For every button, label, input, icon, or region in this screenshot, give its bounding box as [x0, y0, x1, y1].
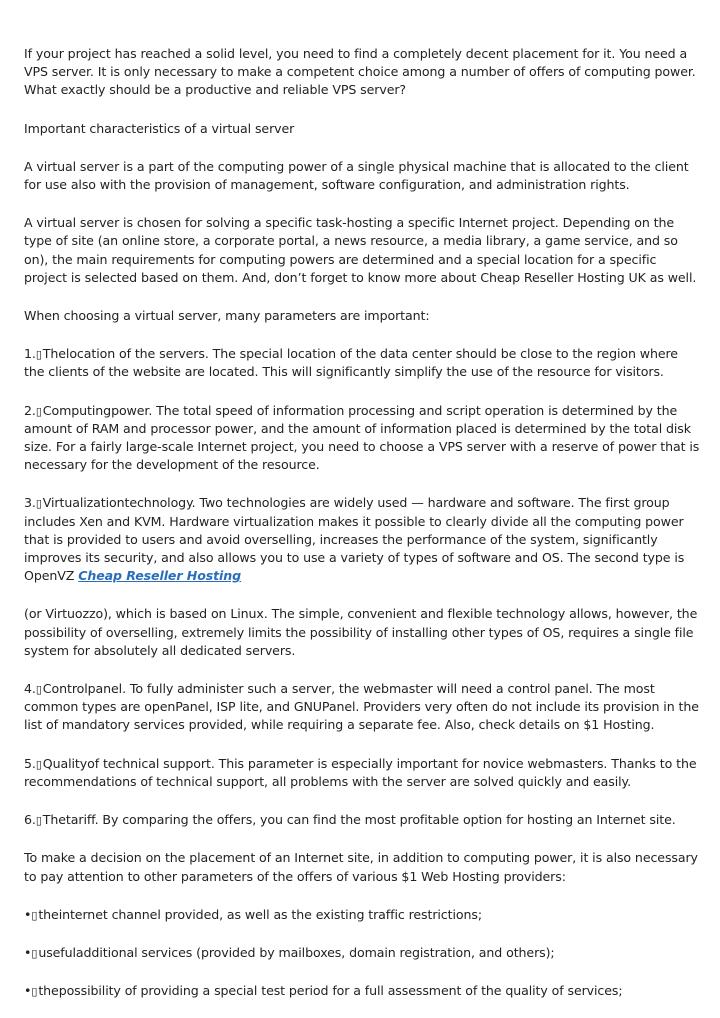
list-number: 2. [24, 402, 36, 418]
section-heading: Important characteristics of a virtual server [24, 120, 295, 136]
list-item-computing-power [24, 402, 700, 475]
article-body [24, 45, 700, 1000]
missing-glyph-icon: ▯ [35, 348, 42, 362]
missing-glyph-icon: ▯ [35, 683, 42, 697]
missing-glyph-icon: ▯ [35, 814, 42, 828]
missing-glyph-icon: ▯ [35, 757, 42, 771]
bullet-item-additional-services [24, 944, 700, 962]
intro-paragraph: If your project has reached a solid level, you need to find a completely decent placement for it. You need a VPS server. It is only necessary to make a competent choice among a number of offers of computing power. What exactly should be a productive and reliable VPS server? [24, 46, 696, 98]
bullet-icon: • [24, 983, 32, 999]
list-text: tariff. By comparing the offers, you can find the most profitable option for hosting an Internet site. [65, 812, 676, 828]
bullet-lead-word: the [38, 983, 59, 999]
parameters-intro-paragraph: When choosing a virtual server, many parameters are important: [24, 308, 430, 324]
list-number: 6. [24, 812, 36, 828]
list-item-virtualization [24, 494, 700, 585]
list-text: panel. To fully administer such a server, the webmaster will need a control panel. The most common types are openPanel, ISP lite, and GNUPanel. Providers very often do not include its provision in the list of mandatory services provided, while requiring a separate fee. Also, check details on $1 Hosting. [24, 681, 699, 733]
bullet-text: internet channel provided, as well as the existing traffic restrictions; [58, 906, 482, 922]
choice-paragraph: A virtual server is chosen for solving a specific task-hosting a specific Internet project. Depending on the type of site (an online store, a corporate portal, a news resource, a media library, a game service, and so on), the main requirements for computing powers are determined and a special location for a specific project is selected based on them. And, don’t forget to know more about Cheap Reseller Hosting UK as well. [24, 215, 697, 285]
cheap-reseller-hosting-link[interactable]: Cheap Reseller Hosting [78, 568, 242, 584]
missing-glyph-icon: ▯ [31, 908, 38, 922]
bullet-text: additional services (provided by mailboxes, domain registration, and others); [75, 944, 555, 960]
missing-glyph-icon: ▯ [31, 946, 38, 960]
decision-paragraph: To make a decision on the placement of an Internet site, in addition to computing power, it is also necessary to pay attention to other parameters of the offers of various $1 Web Hosting providers: [24, 850, 698, 884]
list-item-support-quality [24, 755, 700, 791]
openvz-paragraph: (or Virtuozzo), which is based on Linux. The simple, convenient and flexible technology allows, however, the possibility of overselling, extremely limits the possibility of installing other types of OS, requires a single file system for absolutely all dedicated servers. [24, 606, 698, 658]
list-text: of technical support. This parameter is especially important for novice webmasters. Thanks to the recommendations of technical support, all problems with the server are solved quickly and easily. [24, 755, 697, 789]
definition-paragraph: A virtual server is a part of the computing power of a single physical machine that is allocated to the client for use also with the provision of management, software configuration, and administration rights. [24, 158, 689, 193]
bullet-icon: • [24, 944, 32, 960]
missing-glyph-icon: ▯ [31, 985, 38, 999]
missing-glyph-icon: ▯ [35, 404, 42, 418]
missing-glyph-icon: ▯ [35, 497, 42, 511]
list-item-tariff [24, 811, 700, 829]
list-item-location [24, 345, 700, 381]
list-lead-word: Virtualization [42, 495, 125, 511]
list-lead-word: Computing [42, 402, 112, 418]
list-number: 4. [24, 681, 36, 697]
bullet-lead-word: useful [38, 944, 76, 960]
list-text: location of the servers. The special location of the data center should be close to the region where the clients of the website are located. This will significantly simplify the use of the resource for visitors. [24, 346, 678, 380]
bullet-icon: • [24, 906, 32, 922]
list-lead-word: Control [42, 681, 88, 697]
bullet-lead-word: the [38, 906, 59, 922]
bullet-item-internet-channel [24, 906, 700, 924]
list-text: power. The total speed of information processing and script operation is determined by the amount of RAM and processor power, and the amount of information placed is determined by the total disk size. For a fairly large-scale Internet project, you need to choose a VPS server with a reserve of power that is necessary for the development of the resource. [24, 402, 700, 473]
bullet-text: possibility of providing a special test period for a full assessment of the quality of services; [58, 983, 623, 999]
list-lead-word: Quality [42, 755, 88, 771]
list-number: 5. [24, 755, 36, 771]
list-lead-word: The [42, 812, 66, 828]
bullet-item-test-period [24, 982, 700, 1000]
list-text: technology. Two technologies are widely used — hardware and software. The first group includes Xen and KVM. Hardware virtualization makes it possible to clearly divide all the computing power that is provided to users and avoid overselling, increases the performance of the system, significantly improves its security, and also allows you to use a variety of types of software and OS. The second type is OpenVZ [24, 495, 685, 584]
list-lead-word: The [42, 346, 66, 362]
list-item-control-panel [24, 680, 700, 735]
list-number: 1. [24, 346, 36, 362]
list-number: 3. [24, 495, 36, 511]
